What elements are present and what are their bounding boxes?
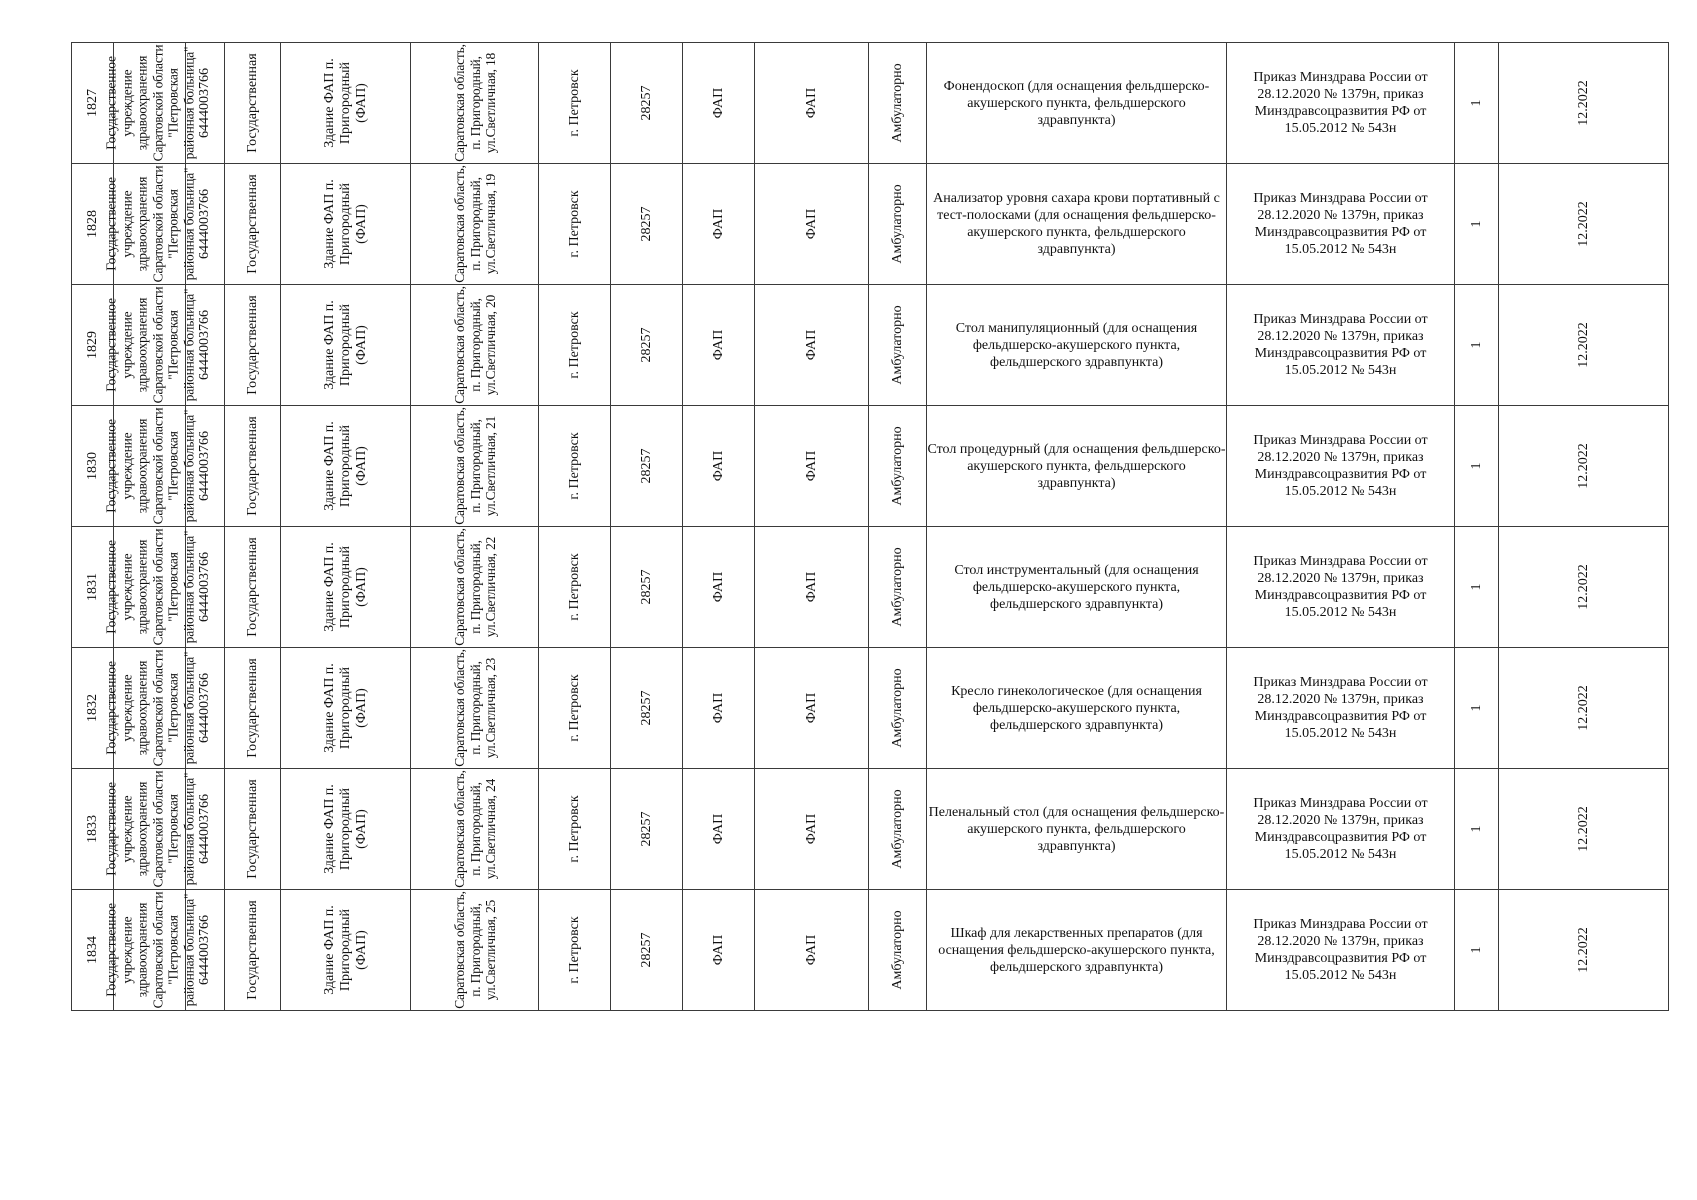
care-mode: Амбулаторно	[889, 305, 905, 385]
building: Здание ФАП п. Пригородный (ФАП)	[321, 300, 369, 390]
quantity-cell	[1455, 164, 1499, 285]
table-row	[72, 527, 1669, 648]
equipment-name: Стол манипуляционный (для оснащения фельдшерско-акушерского пункта, фельдшерского здравпункта)	[927, 285, 1227, 406]
institution-name: Государственное учреждение здравоохранения Саратовской области "Петровская районная больница"	[103, 891, 196, 1009]
quantity: 1	[1468, 825, 1484, 833]
city: г. Петровск	[566, 674, 582, 742]
quantity: 1	[1468, 99, 1484, 107]
address: Саратовская область, п. Пригородный, ул.Светличная, 18	[451, 44, 498, 162]
care-mode: Амбулаторно	[889, 184, 905, 264]
city: г. Петровск	[566, 69, 582, 137]
ownership-cell	[225, 285, 281, 406]
mode-cell	[869, 164, 927, 285]
facility-type: ФАП	[710, 813, 726, 845]
type-cell	[683, 527, 755, 648]
quantity-cell	[1455, 769, 1499, 890]
date: 12.2022	[1575, 564, 1591, 610]
row-number: 1828	[84, 210, 100, 238]
facility-type-2: ФАП	[803, 692, 819, 724]
code-cell	[611, 648, 683, 769]
date: 12.2022	[1575, 806, 1591, 852]
date: 12.2022	[1575, 322, 1591, 368]
facility-type-2: ФАП	[803, 87, 819, 119]
care-mode: Амбулаторно	[889, 547, 905, 627]
type2-cell	[755, 43, 869, 164]
address: Саратовская область, п. Пригородный, ул.Светличная, 24	[451, 770, 498, 888]
facility-type: ФАП	[710, 692, 726, 724]
mode-cell	[869, 285, 927, 406]
inn-cell	[186, 890, 225, 1011]
date-cell	[1499, 648, 1669, 769]
institution-name: Государственное учреждение здравоохранения Саратовской области "Петровская районная больница"	[103, 286, 196, 404]
order-reference: Приказ Минздрава России от 28.12.2020 № 1379н, приказ Минздравсоцразвития РФ от 15.05.2012 № 543н	[1227, 164, 1455, 285]
inn: 6444003766	[197, 431, 212, 501]
quantity: 1	[1468, 341, 1484, 349]
order-reference: Приказ Минздрава России от 28.12.2020 № 1379н, приказ Минздравсоцразвития РФ от 15.05.2012 № 543н	[1227, 406, 1455, 527]
care-mode: Амбулаторно	[889, 789, 905, 869]
building-cell	[281, 164, 411, 285]
facility-type: ФАП	[710, 934, 726, 966]
city-cell	[539, 164, 611, 285]
code: 28257	[638, 448, 654, 484]
code-cell	[611, 285, 683, 406]
row-number: 1833	[84, 815, 100, 843]
inn-cell	[186, 285, 225, 406]
building-cell	[281, 285, 411, 406]
row-number: 1830	[84, 452, 100, 480]
code: 28257	[638, 206, 654, 242]
city: г. Петровск	[566, 553, 582, 621]
mode-cell	[869, 43, 927, 164]
inn: 6444003766	[197, 310, 212, 380]
order-reference: Приказ Минздрава России от 28.12.2020 № 1379н, приказ Минздравсоцразвития РФ от 15.05.2012 № 543н	[1227, 890, 1455, 1011]
institution-name: Государственное учреждение здравоохранения Саратовской области "Петровская районная больница"	[103, 649, 196, 767]
facility-type-2: ФАП	[803, 934, 819, 966]
address: Саратовская область, п. Пригородный, ул.Светличная, 21	[451, 407, 498, 525]
order-reference: Приказ Минздрава России от 28.12.2020 № 1379н, приказ Минздравсоцразвития РФ от 15.05.2012 № 543н	[1227, 43, 1455, 164]
table-row	[72, 648, 1669, 769]
quantity: 1	[1468, 946, 1484, 954]
type2-cell	[755, 648, 869, 769]
ownership: Государственная	[244, 779, 260, 879]
date-cell	[1499, 890, 1669, 1011]
address: Саратовская область, п. Пригородный, ул.Светличная, 20	[451, 286, 498, 404]
city: г. Петровск	[566, 916, 582, 984]
address-cell	[411, 890, 539, 1011]
building: Здание ФАП п. Пригородный (ФАП)	[321, 58, 369, 148]
code: 28257	[638, 569, 654, 605]
building: Здание ФАП п. Пригородный (ФАП)	[321, 542, 369, 632]
type2-cell	[755, 164, 869, 285]
address: Саратовская область, п. Пригородный, ул.Светличная, 22	[451, 528, 498, 646]
date-cell	[1499, 285, 1669, 406]
building-cell	[281, 527, 411, 648]
care-mode: Амбулаторно	[889, 668, 905, 748]
address-cell	[411, 406, 539, 527]
table-body	[72, 43, 1669, 1011]
city-cell	[539, 890, 611, 1011]
row-number: 1827	[84, 89, 100, 117]
facility-type: ФАП	[710, 329, 726, 361]
building-cell	[281, 890, 411, 1011]
institution-cell	[103, 527, 196, 648]
equipment-name: Фонендоскоп (для оснащения фельдшерско-акушерского пункта, фельдшерского здравпункта)	[927, 43, 1227, 164]
ownership-cell	[225, 890, 281, 1011]
institution-cell	[103, 890, 196, 1011]
equipment-name: Стол процедурный (для оснащения фельдшерско-акушерского пункта, фельдшерского здравпункта)	[927, 406, 1227, 527]
address-cell	[411, 648, 539, 769]
mode-cell	[869, 406, 927, 527]
date-cell	[1499, 406, 1669, 527]
ownership-cell	[225, 164, 281, 285]
code-cell	[611, 890, 683, 1011]
code-cell	[611, 164, 683, 285]
ownership-cell	[225, 406, 281, 527]
mode-cell	[869, 890, 927, 1011]
table-row	[72, 43, 1669, 164]
institution-cell	[103, 406, 196, 527]
type2-cell	[755, 285, 869, 406]
quantity-cell	[1455, 890, 1499, 1011]
type-cell	[683, 769, 755, 890]
date-cell	[1499, 164, 1669, 285]
building: Здание ФАП п. Пригородный (ФАП)	[321, 179, 369, 269]
facility-type-2: ФАП	[803, 208, 819, 240]
institution-name: Государственное учреждение здравоохранения Саратовской области "Петровская районная больница"	[103, 165, 196, 283]
type-cell	[683, 890, 755, 1011]
date: 12.2022	[1575, 927, 1591, 973]
type-cell	[683, 43, 755, 164]
city-cell	[539, 43, 611, 164]
date: 12.2022	[1575, 685, 1591, 731]
quantity: 1	[1468, 220, 1484, 228]
building-cell	[281, 406, 411, 527]
equipment-name: Кресло гинекологическое (для оснащения фельдшерско-акушерского пункта, фельдшерского здравпункта)	[927, 648, 1227, 769]
ownership-cell	[225, 648, 281, 769]
date-cell	[1499, 43, 1669, 164]
address-cell	[411, 769, 539, 890]
ownership-cell	[225, 769, 281, 890]
city-cell	[539, 285, 611, 406]
row-number: 1831	[84, 573, 100, 601]
row-number: 1834	[84, 936, 100, 964]
code: 28257	[638, 85, 654, 121]
date-cell	[1499, 769, 1669, 890]
address: Саратовская область, п. Пригородный, ул.Светличная, 19	[451, 165, 498, 283]
type2-cell	[755, 527, 869, 648]
mode-cell	[869, 648, 927, 769]
institution-cell	[103, 769, 196, 890]
quantity: 1	[1468, 462, 1484, 470]
quantity-cell	[1455, 406, 1499, 527]
order-reference: Приказ Минздрава России от 28.12.2020 № 1379н, приказ Минздравсоцразвития РФ от 15.05.2012 № 543н	[1227, 769, 1455, 890]
building: Здание ФАП п. Пригородный (ФАП)	[321, 784, 369, 874]
equipment-name: Стол инструментальный (для оснащения фельдшерско-акушерского пункта, фельдшерского здравпункта)	[927, 527, 1227, 648]
table-row	[72, 890, 1669, 1011]
order-reference: Приказ Минздрава России от 28.12.2020 № 1379н, приказ Минздравсоцразвития РФ от 15.05.2012 № 543н	[1227, 527, 1455, 648]
address-cell	[411, 164, 539, 285]
table-row	[72, 406, 1669, 527]
ownership: Государственная	[244, 416, 260, 516]
institution-name: Государственное учреждение здравоохранения Саратовской области "Петровская районная больница"	[103, 770, 196, 888]
table-row	[72, 164, 1669, 285]
ownership-cell	[225, 43, 281, 164]
table-row	[72, 285, 1669, 406]
inn: 6444003766	[197, 552, 212, 622]
quantity-cell	[1455, 527, 1499, 648]
care-mode: Амбулаторно	[889, 910, 905, 990]
building-cell	[281, 769, 411, 890]
ownership: Государственная	[244, 658, 260, 758]
code-cell	[611, 43, 683, 164]
care-mode: Амбулаторно	[889, 426, 905, 506]
care-mode: Амбулаторно	[889, 63, 905, 143]
date: 12.2022	[1575, 80, 1591, 126]
inn-cell	[186, 527, 225, 648]
institution-cell	[103, 164, 196, 285]
city: г. Петровск	[566, 190, 582, 258]
inn-cell	[186, 769, 225, 890]
city-cell	[539, 769, 611, 890]
inn: 6444003766	[197, 673, 212, 743]
code-cell	[611, 769, 683, 890]
ownership: Государственная	[244, 53, 260, 153]
city: г. Петровск	[566, 432, 582, 500]
code: 28257	[638, 327, 654, 363]
address: Саратовская область, п. Пригородный, ул.Светличная, 25	[451, 891, 498, 1009]
type-cell	[683, 648, 755, 769]
row-number: 1829	[84, 331, 100, 359]
row-number: 1832	[84, 694, 100, 722]
institution-name: Государственное учреждение здравоохранения Саратовской области "Петровская районная больница"	[103, 44, 196, 162]
equipment-name: Пеленальный стол (для оснащения фельдшерско-акушерского пункта, фельдшерского здравпункта)	[927, 769, 1227, 890]
building: Здание ФАП п. Пригородный (ФАП)	[321, 663, 369, 753]
mode-cell	[869, 769, 927, 890]
facility-type-2: ФАП	[803, 450, 819, 482]
date: 12.2022	[1575, 201, 1591, 247]
date: 12.2022	[1575, 443, 1591, 489]
institution-name: Государственное учреждение здравоохранения Саратовской области "Петровская районная больница"	[103, 407, 196, 525]
inn: 6444003766	[197, 189, 212, 259]
table-row	[72, 769, 1669, 890]
quantity-cell	[1455, 285, 1499, 406]
quantity-cell	[1455, 43, 1499, 164]
inn-cell	[186, 406, 225, 527]
inn: 6444003766	[197, 915, 212, 985]
inn: 6444003766	[197, 68, 212, 138]
ownership: Государственная	[244, 900, 260, 1000]
order-reference: Приказ Минздрава России от 28.12.2020 № 1379н, приказ Минздравсоцразвития РФ от 15.05.2012 № 543н	[1227, 648, 1455, 769]
equipment-name: Анализатор уровня сахара крови портативный с тест-полосками (для оснащения фельдшерско-акушерского пункта, фельдшерского здравпункта)	[927, 164, 1227, 285]
type2-cell	[755, 890, 869, 1011]
code: 28257	[638, 932, 654, 968]
type2-cell	[755, 406, 869, 527]
inn: 6444003766	[197, 794, 212, 864]
address: Саратовская область, п. Пригородный, ул.Светличная, 23	[451, 649, 498, 767]
type-cell	[683, 164, 755, 285]
type-cell	[683, 406, 755, 527]
code-cell	[611, 406, 683, 527]
order-reference: Приказ Минздрава России от 28.12.2020 № 1379н, приказ Минздравсоцразвития РФ от 15.05.2012 № 543н	[1227, 285, 1455, 406]
inn-cell	[186, 648, 225, 769]
building-cell	[281, 43, 411, 164]
institution-cell	[103, 648, 196, 769]
facility-type: ФАП	[710, 208, 726, 240]
inn-cell	[186, 164, 225, 285]
facility-type: ФАП	[710, 571, 726, 603]
address-cell	[411, 527, 539, 648]
quantity: 1	[1468, 583, 1484, 591]
building-cell	[281, 648, 411, 769]
city-cell	[539, 527, 611, 648]
date-cell	[1499, 527, 1669, 648]
city: г. Петровск	[566, 795, 582, 863]
facility-type: ФАП	[710, 87, 726, 119]
ownership-cell	[225, 527, 281, 648]
code: 28257	[638, 811, 654, 847]
building: Здание ФАП п. Пригородный (ФАП)	[321, 905, 369, 995]
type2-cell	[755, 769, 869, 890]
city-cell	[539, 648, 611, 769]
quantity: 1	[1468, 704, 1484, 712]
institution-cell	[103, 43, 196, 164]
facility-type-2: ФАП	[803, 813, 819, 845]
type-cell	[683, 285, 755, 406]
facility-type-2: ФАП	[803, 329, 819, 361]
equipment-register-table	[71, 42, 1669, 1011]
institution-name: Государственное учреждение здравоохранения Саратовской области "Петровская районная больница"	[103, 528, 196, 646]
ownership: Государственная	[244, 537, 260, 637]
city-cell	[539, 406, 611, 527]
mode-cell	[869, 527, 927, 648]
institution-cell	[103, 285, 196, 406]
facility-type: ФАП	[710, 450, 726, 482]
address-cell	[411, 43, 539, 164]
address-cell	[411, 285, 539, 406]
code-cell	[611, 527, 683, 648]
building: Здание ФАП п. Пригородный (ФАП)	[321, 421, 369, 511]
city: г. Петровск	[566, 311, 582, 379]
ownership: Государственная	[244, 295, 260, 395]
quantity-cell	[1455, 648, 1499, 769]
inn-cell	[186, 43, 225, 164]
equipment-name: Шкаф для лекарственных препаратов (для оснащения фельдшерско-акушерского пункта, фельдшерского здравпункта)	[927, 890, 1227, 1011]
ownership: Государственная	[244, 174, 260, 274]
code: 28257	[638, 690, 654, 726]
facility-type-2: ФАП	[803, 571, 819, 603]
